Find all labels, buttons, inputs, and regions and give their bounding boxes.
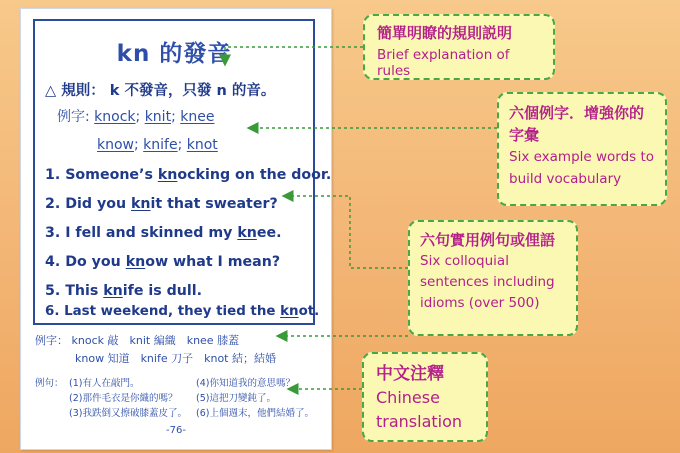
sentence-3: 3. I fell and skinned my knee.	[45, 225, 282, 241]
sentence-6: 6. Last weekend, they tied the knot.	[45, 304, 320, 319]
examples-label: 例字:	[57, 109, 90, 125]
triangle-icon: △	[45, 83, 57, 99]
callout-rules	[363, 14, 555, 80]
callout-translation	[362, 352, 488, 442]
vocab-words: knock 敲 knit 編織 knee 膝蓋	[71, 334, 240, 347]
example-word: knock	[94, 109, 136, 125]
arrow-sentences	[283, 196, 408, 268]
page-number: -76-	[166, 425, 186, 436]
translations-label: 例句：	[35, 378, 64, 389]
sentence-5: 5. This knife is dull.	[45, 283, 203, 299]
callout-sentences	[408, 220, 578, 336]
translation-4: (4)你知道我的意思嗎？	[196, 378, 295, 389]
translation-5: (5)這把刀變鈍了。	[196, 393, 276, 404]
arrow-rules	[225, 47, 363, 65]
callout-sentences-zh: 六句實用例句或俚語	[420, 231, 556, 249]
callout-sentences-en: Six colloquial sentences including idioms (over 500)	[420, 253, 555, 311]
example-word: knee	[180, 109, 215, 125]
translation-6: (6)上個週末，他們結婚了。	[196, 408, 314, 419]
callout-vocabulary-en: Six example words to build vocabulary	[509, 149, 655, 187]
callout-rules-en: Brief explanation of rules	[377, 47, 510, 79]
vocab-label: 例字：	[35, 334, 68, 347]
callout-vocabulary	[497, 92, 667, 206]
example-words-row-1: 例字: knock; knit; knee	[57, 109, 215, 125]
translation-2: (2)那件毛衣是你織的嗎？	[69, 393, 178, 404]
callout-vocabulary-zh: 六個例字．增強你的字彙	[509, 104, 645, 144]
example-word: knife	[143, 137, 178, 153]
sentence-2: 2. Did you knit that sweater?	[45, 196, 278, 212]
rule-text: k 不發音，只發 n 的音。	[109, 83, 276, 99]
example-word: knit	[144, 109, 172, 125]
callout-translation-zh: 中文注釋	[376, 364, 444, 384]
callout-translation-en: Chinese translation	[376, 388, 463, 431]
sentence-1: 1. Someone’s knocking on the door.	[45, 167, 332, 183]
sentence-4: 4. Do you know what I mean?	[45, 254, 281, 270]
example-word: know	[97, 137, 134, 153]
callout-rules-zh: 簡單明瞭的規則説明	[377, 24, 513, 42]
translation-1: (1)有人在敲門。	[69, 378, 140, 389]
lesson-title: kn 的發音	[116, 41, 232, 67]
translation-3: (3)我跌倒又擦破膝蓋皮了。	[69, 408, 187, 419]
example-words-row-2: know; knife; knot	[97, 137, 218, 153]
vocab-line-2: know 知道 knife 刀子 knot 結；結婚	[75, 352, 276, 365]
rule-label: 規則：	[61, 83, 105, 99]
example-word: knot	[186, 137, 218, 153]
